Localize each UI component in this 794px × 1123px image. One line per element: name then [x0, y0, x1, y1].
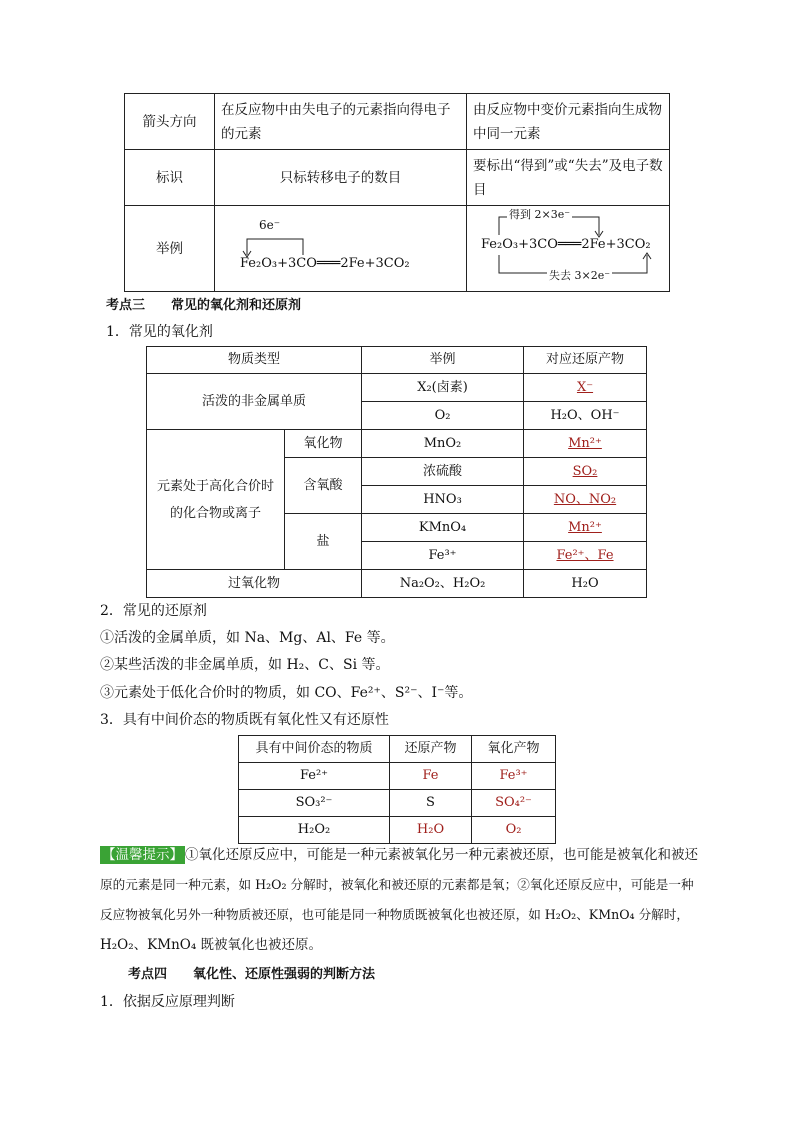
product-o2: H₂O、OH⁻	[524, 402, 647, 430]
type-high-valence: 元素处于高化合价时的化合物或离子	[147, 430, 285, 570]
example-h2so4: 浓硫酸	[362, 458, 524, 486]
cell-arrow-b: 由反应物中变价元素指向生成物中同一元素	[467, 94, 670, 150]
cell-example-b	[467, 206, 670, 292]
electron-count-label: 6e⁻	[259, 217, 281, 232]
product-kmno4: Mn²⁺	[568, 519, 602, 535]
intermediate-header-substance: 具有中间价态的物质	[239, 736, 390, 763]
oxidizer-table	[146, 346, 647, 598]
product-x2: X⁻	[576, 379, 594, 395]
subtype-salt: 盐	[285, 514, 362, 570]
product-mno2: Mn²⁺	[568, 435, 602, 451]
subtype-oxyacid: 含氧酸	[285, 458, 362, 514]
single-line-bridge-diagram	[215, 207, 453, 291]
product-hno3: NO、NO₂	[553, 491, 617, 507]
row-label-arrow: 箭头方向	[125, 94, 215, 150]
oxidizer-header-type: 物质类型	[147, 347, 362, 374]
row-label-example: 举例	[125, 206, 215, 292]
reducers-line3: ③元素处于低化合价时的物质，如 CO、Fe²⁺、S²⁻、I⁻等。	[100, 685, 473, 701]
tip-line2: 原的元素是同一种元素，如 H₂O₂ 分解时，被氧化和被还原的元素都是氧；②氧化还原反应中，可能是一种	[100, 877, 694, 892]
electron-transfer-table	[124, 93, 670, 292]
intermediate-sub3: 3．具有中间价态的物质既有氧化性又有还原性	[100, 712, 389, 728]
cell-arrow-a: 在反应物中由失电子的元素指向得电子的元素	[215, 94, 467, 150]
section4-sub1: 1．依据反应原理判断	[100, 994, 235, 1010]
example-fe3: Fe³⁺	[362, 542, 524, 570]
intermediate-header-oxidized: 氧化产物	[472, 736, 556, 763]
cell-example-a	[215, 206, 467, 292]
tip-paragraph	[100, 840, 728, 960]
intermediate-substance: SO₃²⁻	[239, 790, 390, 817]
example-kmno4: KMnO₄	[362, 514, 524, 542]
intermediate-substance: H₂O₂	[239, 817, 390, 844]
type-nonmetal: 活泼的非金属单质	[147, 374, 362, 430]
intermediate-oxidized: O₂	[472, 817, 556, 844]
example-o2: O₂	[362, 402, 524, 430]
equation-b: Fe₂O₃+3CO═══2Fe+3CO₂	[481, 236, 651, 252]
intermediate-reduced: S	[390, 790, 472, 817]
gain-electrons-label: 得到 2×3e⁻	[509, 207, 571, 221]
intermediate-oxidized: Fe³⁺	[472, 763, 556, 790]
lose-electrons-label: 失去 3×2e⁻	[549, 268, 611, 282]
tip-line1: ①氧化还原反应中，可能是一种元素被氧化另一种元素被还原，也可能是被氧化和被还	[185, 847, 698, 863]
section3-heading: 考点三 常见的氧化剂和还原剂	[106, 298, 302, 313]
equation-a: Fe₂O₃+3CO═══2Fe+3CO₂	[240, 255, 410, 271]
reducers-line1: ①活泼的金属单质，如 Na、Mg、Al、Fe 等。	[100, 630, 395, 646]
cell-mark-b: 要标出“得到”或“失去”及电子数目	[467, 150, 670, 206]
example-hno3: HNO₃	[362, 486, 524, 514]
product-h2so4: SO₂	[572, 463, 598, 479]
cell-mark-a: 只标转移电子的数目	[215, 150, 467, 206]
intermediate-reduced: Fe	[390, 763, 472, 790]
type-peroxide: 过氧化物	[147, 570, 362, 598]
tip-line3: 反应物被氧化另外一种物质被还原，也可能是同一种物质既被氧化也被还原，如 H₂O₂、KMnO₄ 分解时，	[100, 907, 689, 922]
intermediate-table	[238, 735, 556, 844]
example-peroxide: Na₂O₂、H₂O₂	[362, 570, 524, 598]
product-peroxide: H₂O	[524, 570, 647, 598]
intermediate-reduced: H₂O	[390, 817, 472, 844]
reducers-sub2: 2．常见的还原剂	[100, 603, 207, 619]
example-mno2: MnO₂	[362, 430, 524, 458]
oxidizer-header-example: 举例	[362, 347, 524, 374]
intermediate-oxidized: SO₄²⁻	[472, 790, 556, 817]
intermediate-header-reduced: 还原产物	[390, 736, 472, 763]
reducers-line2: ②某些活泼的非金属单质，如 H₂、C、Si 等。	[100, 657, 390, 673]
row-label-mark: 标识	[125, 150, 215, 206]
product-fe3: Fe²⁺、Fe	[556, 547, 614, 563]
example-x2: X₂(卤素)	[362, 374, 524, 402]
section4-heading: 考点四 氧化性、还原性强弱的判断方法	[128, 967, 376, 982]
subtype-oxide: 氧化物	[285, 430, 362, 458]
tip-label: 【温馨提示】	[102, 847, 183, 863]
section3-sub1: 1．常见的氧化剂	[106, 324, 213, 340]
oxidizer-header-product: 对应还原产物	[524, 347, 647, 374]
intermediate-substance: Fe²⁺	[239, 763, 390, 790]
tip-line4: H₂O₂、KMnO₄ 既被氧化也被还原。	[100, 937, 323, 953]
